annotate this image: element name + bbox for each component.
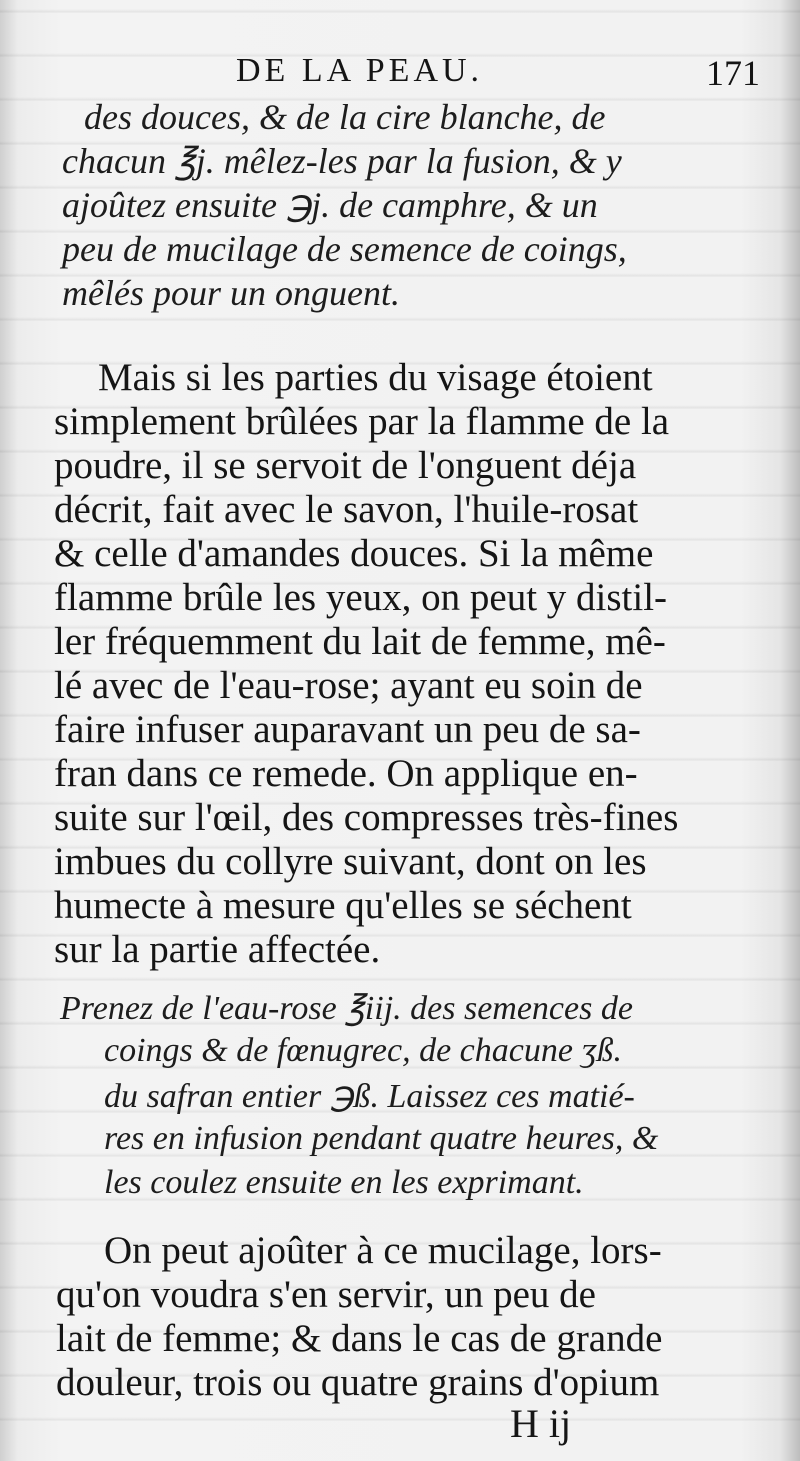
main-paragraph-line-5: & celle d'amandes douces. Si la même bbox=[54, 532, 654, 575]
main-paragraph-line-1: Mais si les parties du visage étoient bbox=[98, 356, 653, 399]
running-head bbox=[0, 42, 800, 102]
formula-top bbox=[62, 96, 762, 316]
formula-top-line-5: mêlés pour un onguent. bbox=[62, 273, 400, 313]
main-paragraph-line-2: simplement brûlées par la flamme de la bbox=[54, 400, 670, 443]
formula-bottom-line-4: res en infusion pendant quatre heures, & bbox=[104, 1120, 659, 1157]
formula-bottom-line-5: les coulez ensuite en les exprimant. bbox=[104, 1164, 584, 1201]
formula-top-line-4: peu de mucilage de semence de coings, bbox=[62, 229, 627, 269]
formula-bottom bbox=[62, 988, 762, 1218]
formula-bottom-line-2: coings & de fœnugrec, de chacune ʒß. bbox=[104, 1032, 623, 1069]
main-paragraph bbox=[54, 355, 762, 975]
signature-mark: H ij bbox=[510, 1401, 572, 1446]
running-title: DE LA PEAU. bbox=[236, 52, 484, 89]
final-paragraph-line-4: douleur, trois ou quatre grains d'opium bbox=[56, 1361, 660, 1404]
page-number: 171 bbox=[706, 53, 760, 93]
formula-bottom-line-1: Prenez de l'eau-rose ℥iij. des semences de bbox=[60, 990, 633, 1027]
main-paragraph-line-10: fran dans ce remede. On applique en- bbox=[54, 752, 638, 795]
formula-top-line-3: ajoûtez ensuite ℈j. de camphre, & un bbox=[62, 185, 598, 225]
main-paragraph-line-3: poudre, il se servoit de l'onguent déja bbox=[54, 444, 637, 487]
main-paragraph-line-13: humecte à mesure qu'elles se séchent bbox=[54, 884, 632, 927]
formula-top-line-1: des douces, & de la cire blanche, de bbox=[84, 97, 606, 137]
main-paragraph-line-8: lé avec de l'eau-rose; ayant eu soin de bbox=[54, 664, 643, 707]
formula-top-line-2: chacun ℥j. mêlez-les par la fusion, & y bbox=[62, 141, 622, 181]
formula-bottom-line-3: du safran entier ℈ß. Laissez ces matié- bbox=[104, 1078, 635, 1115]
main-paragraph-line-4: décrit, fait avec le savon, l'huile-rosat bbox=[54, 488, 639, 531]
main-paragraph-line-9: faire infuser auparavant un peu de sa- bbox=[54, 708, 641, 751]
main-paragraph-line-7: ler fréquemment du lait de femme, mê- bbox=[54, 620, 666, 663]
final-paragraph-line-1: On peut ajoûter à ce mucilage, lors- bbox=[104, 1229, 662, 1272]
main-paragraph-line-14: sur la partie affectée. bbox=[54, 928, 381, 971]
main-paragraph-line-11: suite sur l'œil, des compresses très-fines bbox=[54, 796, 679, 839]
main-paragraph-line-6: flamme brûle les yeux, on peut y distil- bbox=[54, 576, 668, 619]
final-paragraph bbox=[56, 1228, 762, 1408]
main-paragraph-line-12: imbues du collyre suivant, dont on les bbox=[54, 840, 647, 883]
final-paragraph-line-2: qu'on voudra s'en servir, un peu de bbox=[56, 1273, 596, 1316]
final-paragraph-line-3: lait de femme; & dans le cas de grande bbox=[56, 1317, 663, 1360]
